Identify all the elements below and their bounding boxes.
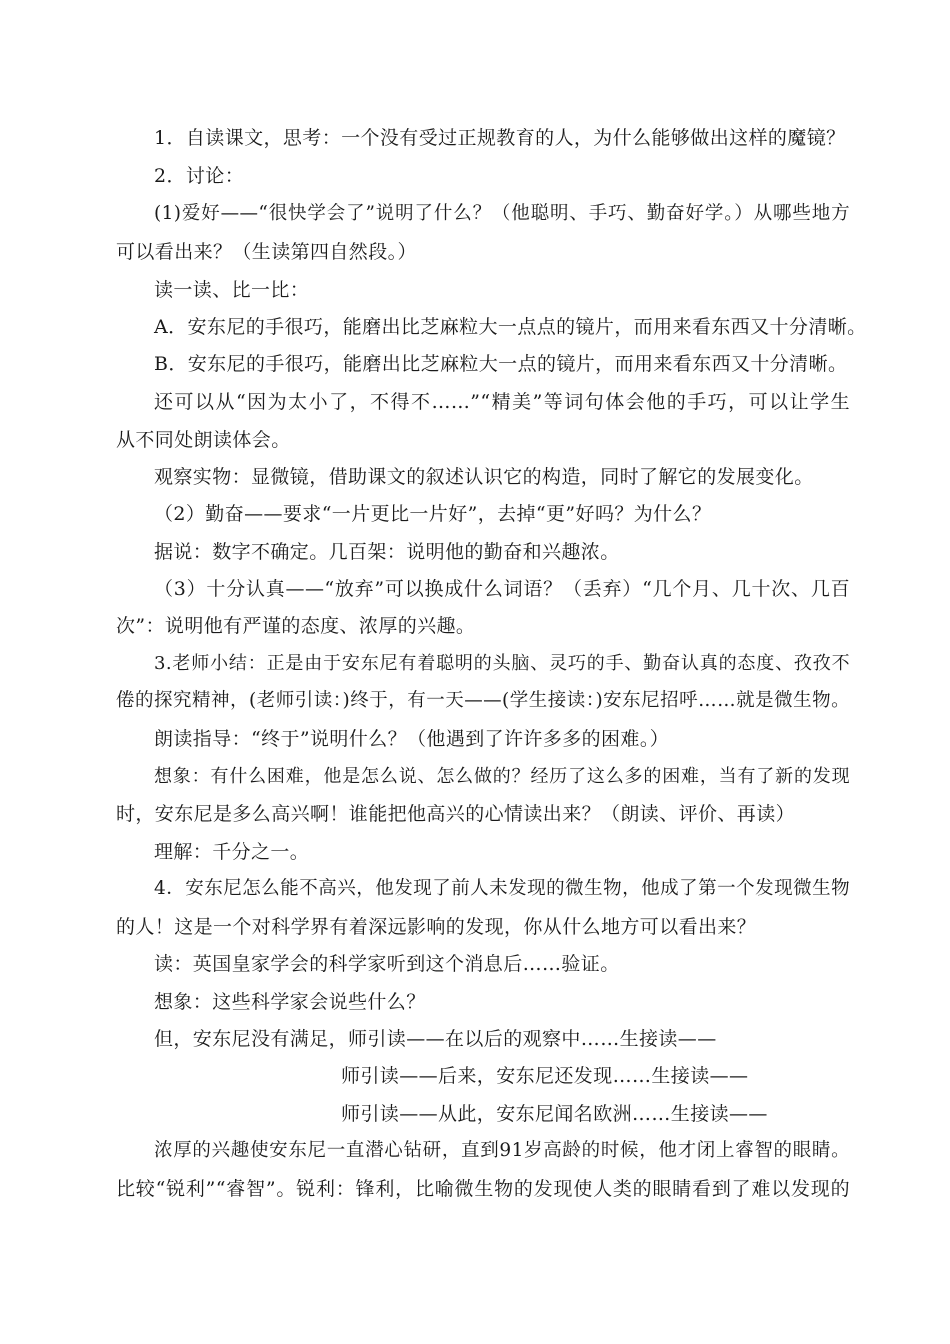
- text-line: 4．安东尼怎么能不高兴，他发现了前人未发现的微生物，他成了第一个发现微生物: [154, 878, 850, 899]
- text-line: 1．自读课文，思考：一个没有受过正规教育的人，为什么能够做出这样的魔镜？: [154, 127, 846, 149]
- text-line: 比较“锐利”“睿智”。锐利：锋利，比喻微生物的发现使人类的眼睛看到了难以发现的: [116, 1178, 850, 1200]
- text-line: 可以看出来？（生读第四自然段。）: [116, 241, 417, 263]
- text-line: 的人！这是一个对科学界有着深远影响的发现，你从什么地方可以看出来？: [116, 916, 757, 938]
- text-line: 次”：说明他有严谨的态度、浓厚的兴趣。: [116, 615, 476, 637]
- text-line: 理解：千分之一。: [154, 841, 310, 863]
- text-line: 读一读、比一比：: [154, 279, 310, 301]
- text-line: B．安东尼的手很巧，能磨出比芝麻粒大一点的镜片，而用来看东西又十分清晰。: [154, 353, 848, 375]
- text-line: 据说：数字不确定。几百架：说明他的勤奋和兴趣浓。: [154, 541, 620, 563]
- text-line: 师引读——后来，安东尼还发现……生接读——: [341, 1065, 749, 1087]
- text-line: 时，安东尼是多么高兴啊！谁能把他高兴的心情读出来？（朗读、评价、再读）: [116, 803, 796, 825]
- text-line: A．安东尼的手很巧，能磨出比芝麻粒大一点点的镜片，而用来看东西又十分清晰。: [154, 316, 867, 338]
- text-line: （3）十分认真——“放弃”可以换成什么词语？（丢弃）“几个月、几十次、几百: [154, 578, 850, 600]
- text-line: 浓厚的兴趣使安东尼一直潜心钻研，直到91岁高龄的时候，他才闭上睿智的眼睛。: [154, 1140, 850, 1161]
- text-line: 2．讨论：: [154, 165, 245, 187]
- text-line: 想象：有什么困难，他是怎么说、怎么做的？经历了这么多的困难，当有了新的发现: [154, 766, 850, 787]
- text-line: 朗读指导：“终于”说明什么？（他遇到了许许多多的困难。）: [154, 728, 670, 750]
- text-line: 但，安东尼没有满足，师引读——在以后的观察中……生接读——: [154, 1028, 717, 1050]
- text-line: 想象：这些科学家会说些什么？: [154, 991, 426, 1013]
- text-line: 3.老师小结：正是由于安东尼有着聪明的头脑、灵巧的手、勤奋认真的态度、孜孜不: [154, 653, 850, 674]
- text-line: （2）勤奋——要求“一片更比一片好”，去掉“更”好吗？为什么？: [154, 503, 712, 525]
- text-line: 观察实物：显微镜，借助课文的叙述认识它的构造，同时了解它的发展变化。: [154, 466, 814, 488]
- text-line: 师引读——从此，安东尼闻名欧洲……生接读——: [341, 1103, 768, 1125]
- text-line: 倦的探究精神，(老师引读：)终于，有一天——(学生接读：)安东尼招呼……就是微生物。: [116, 690, 850, 711]
- text-line: 还可以从“因为太小了，不得不……”“精美”等词句体会他的手巧，可以让学生: [154, 391, 850, 413]
- text-line: 读：英国皇家学会的科学家听到这个消息后……验证。: [154, 953, 620, 975]
- text-line: (1)爱好——“很快学会了”说明了什么？（他聪明、手巧、勤奋好学。）从哪些地方: [154, 203, 850, 224]
- text-line: 从不同处朗读体会。: [116, 429, 291, 451]
